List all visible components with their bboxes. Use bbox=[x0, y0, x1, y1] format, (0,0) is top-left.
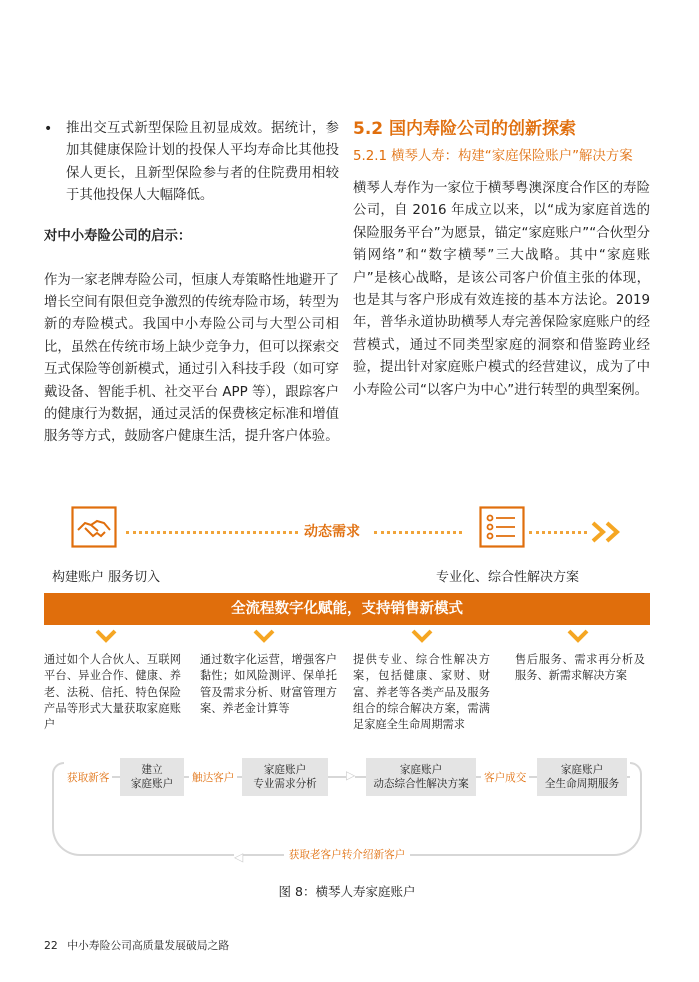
footer-title: 中小寿险公司高质量发展破局之路 bbox=[67, 939, 230, 952]
dynamic-demand-label: 动态需求 bbox=[300, 521, 364, 541]
flow-label: 触达客户 bbox=[189, 770, 237, 785]
flow-label: 获取新客 bbox=[64, 770, 112, 785]
flow-box bbox=[366, 758, 476, 796]
stage-description: 售后服务、需求再分析及服务、新需求解决方案 bbox=[515, 653, 645, 683]
flow-box bbox=[537, 758, 627, 796]
digital-empowerment-banner: 全流程数字化赋能，支持销售新模式 bbox=[44, 593, 650, 625]
flow-box-line: 专业需求分析 bbox=[253, 778, 317, 790]
right-column bbox=[353, 118, 650, 402]
dotted-line-left bbox=[126, 531, 298, 534]
flow-box-line: 家庭账户 bbox=[130, 778, 174, 790]
arrow-right-icon: ▷ bbox=[346, 768, 356, 782]
flow-box-line: 家庭账户 bbox=[263, 764, 307, 776]
section-title: 5.2 国内寿险公司的创新探索 bbox=[353, 119, 577, 139]
subsection-number: 5.2.1 bbox=[353, 149, 388, 164]
chevron-down-icon bbox=[567, 628, 589, 644]
flow-box bbox=[242, 758, 328, 796]
loop-line bbox=[630, 762, 642, 782]
chevron-down-icon bbox=[95, 628, 117, 644]
case-paragraph: 横琴人寿作为一家位于横琴粤澳深度合作区的寿险公司，自 2016 年成立以来，以“成为家庭首选的保险服务平台”为愿景，锚定“家庭账户”“合伙型分销网络”和“数字横琴”三大战略。其中“家庭账户”是核心战略，是该公司客户价值主张的体现，也是其与客户形成有效连接的基本方法论。2019 年，普华永道协助横琴人寿完善保险家庭账户的经营模式，通过不同类型家庭的洞察和借鉴跨业经验，提出针对家庭账户模式的经营建议，成为了中小寿险公司“以客户为中心”进行转型的典型案例。 bbox=[353, 181, 650, 398]
insight-paragraph: 作为一家老牌寿险公司，恒康人寿策略性地避开了增长空间有限但竞争激烈的传统寿险市场，转型为新的寿险模式。我国中小寿险公司与大型公司相比，虽然在传统市场上缺少竞争力，但可以探索交互式保险等创新模式，通过引入科技手段（如可穿戴设备、智能手机、社交平台 APP 等），跟踪客户的健康行为数据，通过灵活的保费核定标准和增值服务等方式，鼓励客户健康生活，提升客户体验。 bbox=[44, 272, 339, 445]
flow-box bbox=[120, 758, 184, 796]
loop-label: 获取老客户转介绍新客户 bbox=[284, 849, 411, 861]
flow-box-line: 动态综合性解决方案 bbox=[373, 778, 469, 790]
arrow-left-icon: ◁ bbox=[234, 850, 244, 864]
checklist-icon bbox=[479, 506, 525, 548]
chevron-down-icon bbox=[411, 628, 433, 644]
flow-box-line: 建立 bbox=[141, 764, 163, 776]
bullet-item bbox=[44, 118, 339, 208]
bullet-dot: • bbox=[44, 121, 53, 137]
bullet-text: 推出交互式新型保险且初显成效。据统计，参加其健康保险计划的投保人平均寿命比其他投保人更长，且新型保险参与者的住院费用相较于其他投保人大幅降低。 bbox=[66, 121, 339, 204]
page-footer bbox=[44, 938, 229, 953]
stage-description: 通过数字化运营，增强客户黏性；如风险测评、保单托管及需求分析、财富管理方案、养老金计算等 bbox=[200, 653, 337, 715]
dotted-line-right bbox=[529, 531, 587, 534]
flow-box-line: 家庭账户 bbox=[560, 764, 604, 776]
left-icon-label: 构建账户 服务切入 bbox=[52, 570, 161, 585]
left-column bbox=[44, 118, 339, 449]
subsection-text: 横琴人寿：构建“家庭保险账户”解决方案 bbox=[391, 149, 633, 164]
loop-label-row bbox=[44, 847, 650, 862]
insight-heading: 对中小寿险公司的启示： bbox=[44, 228, 192, 244]
flow-box-line: 全生命周期服务 bbox=[544, 778, 620, 790]
chevron-down-icon bbox=[253, 628, 275, 644]
dotted-line-mid bbox=[374, 531, 462, 534]
handshake-icon bbox=[71, 506, 117, 548]
stage-description: 提供专业、综合性解决方案，包括健康、家财、财富、养老等各类产品及服务组合的综合解决方案，需满足家庭全生命周期需求 bbox=[353, 653, 490, 732]
figure-caption: 图 8：横琴人寿家庭账户 bbox=[278, 884, 416, 899]
stage-description: 通过如个人合伙人、互联网平台、异业合作、健康、养老、法税、信托、特色保险产品等形式大量获取家庭账户 bbox=[44, 653, 181, 732]
page-number: 22 bbox=[44, 939, 58, 952]
family-account-diagram bbox=[44, 500, 650, 900]
right-icon-label: 专业化、综合性解决方案 bbox=[436, 570, 580, 585]
double-chevron-right-icon bbox=[589, 520, 625, 544]
flow-label: 客户成交 bbox=[481, 770, 529, 785]
subsection-title bbox=[353, 146, 650, 168]
loop-line bbox=[52, 762, 64, 782]
flow-box-line: 家庭账户 bbox=[399, 764, 443, 776]
